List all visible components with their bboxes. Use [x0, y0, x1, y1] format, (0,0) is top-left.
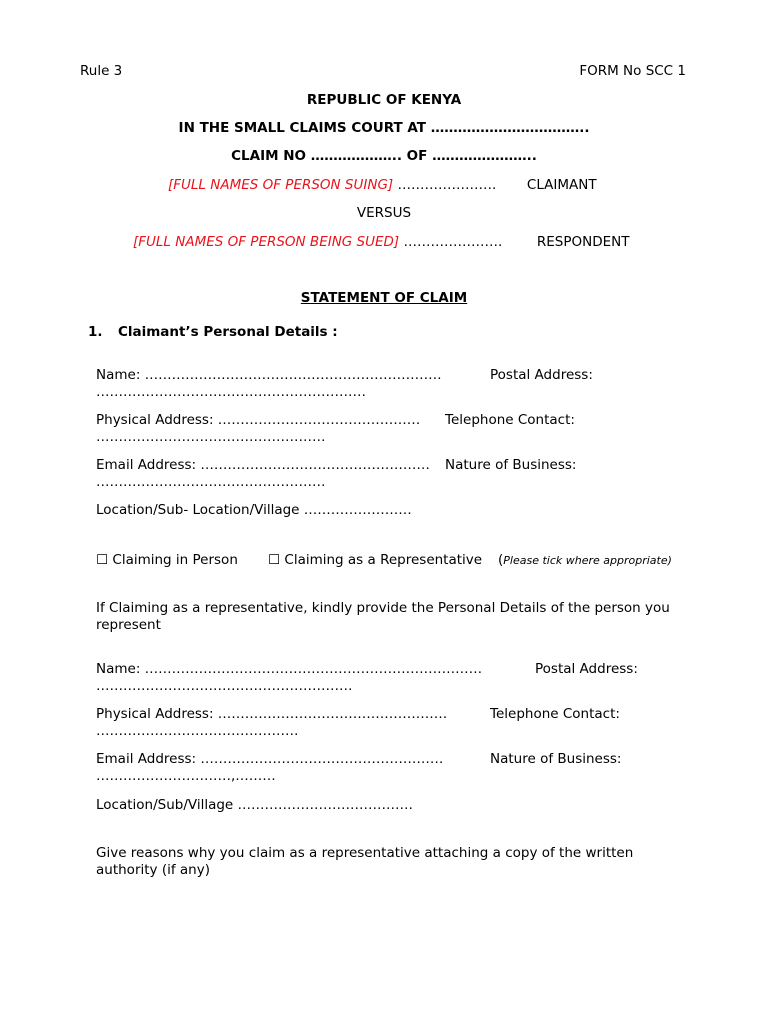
respondent-name-placeholder: [FULL NAMES OF PERSON BEING SUED] [133, 234, 400, 250]
claimant-dots: …………………. [397, 177, 497, 193]
claiming-in-person-checkbox[interactable]: ☐ Claiming in Person [96, 552, 238, 568]
claimant-line [168, 177, 597, 193]
rule-number: Rule 3 [80, 63, 123, 79]
claimant-telephone-dots: …………………………………………… [96, 429, 326, 445]
rep-postal-label: Postal Address: [535, 661, 638, 677]
claimant-name-field[interactable] [96, 367, 696, 401]
rep-email-label: Email Address: ……………………………………………… [96, 751, 444, 767]
rep-nature-dots: …………………………,……… [96, 768, 276, 784]
rep-physical-label: Physical Address: …………………………………………… [96, 706, 448, 722]
rep-physical-field[interactable] [96, 706, 696, 740]
claim-number-line: CLAIM NO ……………….. OF ………………….. [231, 148, 537, 164]
claimant-physical-field[interactable] [96, 412, 696, 446]
representative-intro: If Claiming as a representative, kindly provide the Personal Details of the person you represent [96, 600, 670, 633]
republic-heading: REPUBLIC OF KENYA [306, 92, 462, 108]
court-heading: IN THE SMALL CLAIMS COURT AT …………………………….. [178, 120, 590, 136]
tick-note-open: ( [498, 552, 504, 568]
claiming-representative-checkbox[interactable]: ☐ Claiming as a Representative [268, 552, 483, 568]
claimant-nature-label: Nature of Business: [445, 457, 577, 473]
rep-postal-dots: ………………………………………………… [96, 678, 353, 694]
rep-telephone-dots: ……………………………………… [96, 723, 299, 739]
respondent-line [133, 234, 630, 250]
claimant-nature-dots: …………………………………………… [96, 474, 326, 490]
claimant-telephone-label: Telephone Contact: [445, 412, 575, 428]
rep-nature-label: Nature of Business: [490, 751, 622, 767]
statement-title: STATEMENT OF CLAIM [300, 290, 468, 306]
reasons-prompt: Give reasons why you claim as a representative attaching a copy of the written authority (if any) [96, 845, 634, 878]
tick-note [498, 552, 672, 568]
claimant-label: CLAIMANT [526, 177, 597, 193]
claimant-name-label: Name: ………………………………………………………… [96, 367, 442, 383]
versus-label: VERSUS [356, 205, 412, 221]
respondent-label: RESPONDENT [536, 234, 630, 250]
rep-name-field[interactable] [96, 661, 696, 695]
section-title: Claimant’s Personal Details : [117, 324, 338, 340]
rep-email-field[interactable] [96, 751, 696, 785]
claimant-email-field[interactable] [96, 457, 696, 491]
section-1-heading [88, 324, 338, 340]
claimant-postal-dots: …………………………………………………… [96, 384, 366, 400]
rep-telephone-label: Telephone Contact: [490, 706, 620, 722]
claimant-email-label: Email Address: …………………………………………… [96, 457, 430, 473]
claimant-name-placeholder: [FULL NAMES OF PERSON SUING] [168, 177, 394, 193]
section-number: 1. [88, 324, 103, 340]
form-number: FORM No SCC 1 [579, 63, 686, 79]
claimant-physical-label: Physical Address: ……………………………………… [96, 412, 421, 428]
claimant-location-field[interactable]: Location/Sub- Location/Village …………………… [96, 502, 412, 518]
rep-location-field[interactable]: Location/Sub/Village ………………………………… [96, 797, 414, 813]
claimant-postal-label: Postal Address: [490, 367, 593, 383]
tick-note-text: Please tick where appropriate) [503, 554, 672, 567]
rep-name-label: Name: ………………………………………………………………… [96, 661, 483, 677]
respondent-dots: …………………. [403, 234, 503, 250]
